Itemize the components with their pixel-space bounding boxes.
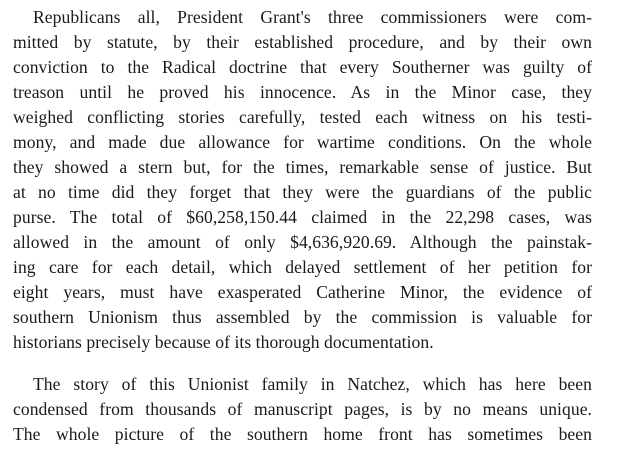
text-line: they showed a stern but, for the times, remarkable sense of justice. But bbox=[13, 157, 592, 177]
text-line: eight years, must have exasperated Catherine Minor, the evidence of bbox=[13, 282, 592, 302]
text-line: historians precisely because of its thorough documentation. bbox=[13, 332, 434, 352]
text-line: purse. The total of $60,258,150.44 claimed in the 22,298 cases, was bbox=[13, 207, 592, 227]
text-line: treason until he proved his innocence. As in the Minor case, they bbox=[13, 82, 592, 102]
text-line: conviction to the Radical doctrine that every Southerner was guilty of bbox=[13, 57, 592, 77]
text-line: mitted by statute, by their established procedure, and by their own bbox=[13, 32, 592, 52]
text-line: condensed from thousands of manuscript pages, is by no means unique. bbox=[13, 399, 592, 419]
text-line: The whole picture of the southern home front has sometimes been bbox=[13, 424, 592, 444]
text-line: southern Unionism thus assembled by the commission is valuable for bbox=[13, 307, 592, 327]
text-line: at no time did they forget that they were the guardians of the public bbox=[13, 182, 592, 202]
text-line: Republicans all, President Grant's three commissioners were com- bbox=[33, 7, 592, 27]
text-line: weighed conflicting stories carefully, tested each witness on his testi- bbox=[13, 107, 592, 127]
text-line: mony, and made due allowance for wartime conditions. On the whole bbox=[13, 132, 592, 152]
text-line: ing care for each detail, which delayed settlement of her petition for bbox=[13, 257, 592, 277]
text-line: The story of this Unionist family in Natchez, which has here been bbox=[33, 374, 592, 394]
text-line: allowed in the amount of only $4,636,920.69. Although the painstak- bbox=[13, 232, 592, 252]
